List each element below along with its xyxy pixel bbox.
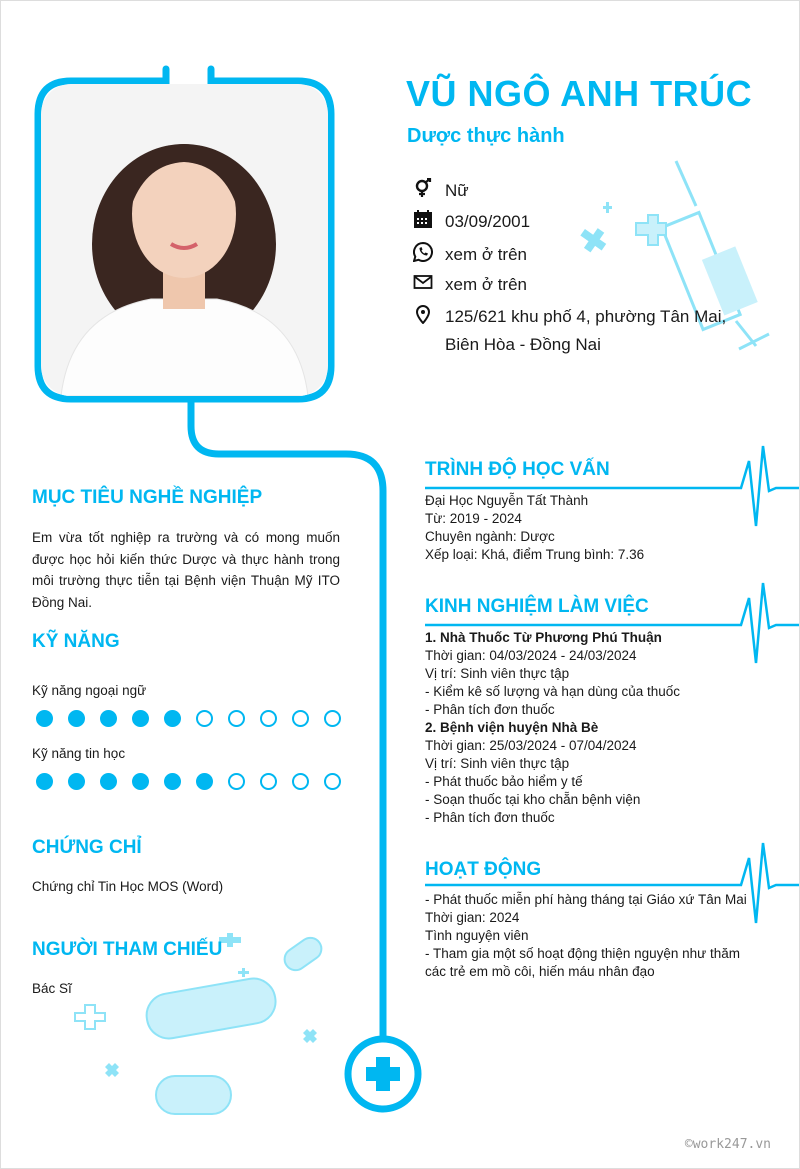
education-details <box>425 492 745 564</box>
rating-dot-filled <box>68 710 85 727</box>
rating-dot-empty <box>260 773 277 790</box>
gender-text: Nữ <box>445 181 469 200</box>
skill-label: Kỹ năng ngoại ngữ <box>32 683 147 698</box>
rating-dot-empty <box>196 710 213 727</box>
job-line: - Phát thuốc bảo hiểm y tế <box>425 774 583 789</box>
contact-birthday <box>413 208 530 236</box>
candidate-name: VŨ NGÔ ANH TRÚC <box>406 73 753 114</box>
birthday-text: 03/09/2001 <box>445 212 531 231</box>
rating-dot-filled <box>100 710 117 727</box>
contact-address <box>413 303 726 359</box>
rating-dot-filled <box>196 773 213 790</box>
person-silhouette <box>41 84 328 396</box>
certificate-item: Chứng chỉ Tin Học MOS (Word) <box>32 879 224 894</box>
skill-label: Kỹ năng tin học <box>32 746 126 761</box>
education-heading: TRÌNH ĐỘ HỌC VẤN <box>425 459 610 480</box>
activity-line: - Tham gia một số hoạt động thiện nguyện như thăm các trẻ em mồ côi, hiến máu nhân đạo <box>425 946 740 979</box>
email-icon <box>413 272 433 292</box>
objective-text: Em vừa tốt nghiệp ra trường và có mong muốn được học hỏi kiến thức Dược và thực hành trong môi trường thực tiễn tại Bệnh viện Thuận Mỹ ITO Đồng Nai. <box>32 530 340 610</box>
certificates-heading: CHỨNG CHỈ <box>32 837 142 858</box>
phone-text: xem ở trên <box>445 245 528 264</box>
address-line-1: 125/621 khu phố 4, phường Tân Mai, <box>445 307 727 326</box>
rating-dot-filled <box>68 773 85 790</box>
activity-line: - Phát thuốc miễn phí hàng tháng tại Giáo xứ Tân Mai <box>425 892 747 907</box>
education-major: Chuyên ngành: Dược <box>425 529 555 544</box>
address-line-2: Biên Hòa - Đồng Nai <box>445 335 601 354</box>
rating-dot-filled <box>132 773 149 790</box>
reference-item: Bác Sĩ <box>32 981 72 996</box>
rating-dot-filled <box>164 710 181 727</box>
rating-dot-filled <box>100 773 117 790</box>
watermark: ©work247.vn <box>684 1137 771 1152</box>
references-heading: NGƯỜI THAM CHIẾU <box>32 939 223 960</box>
email-text: xem ở trên <box>445 275 528 294</box>
rating-dot-filled <box>132 710 149 727</box>
rating-dot-empty <box>292 710 309 727</box>
location-icon <box>413 304 433 324</box>
rating-dot-filled <box>164 773 181 790</box>
experience-details <box>425 629 755 827</box>
job-name: 2. Bệnh viện huyện Nhà Bè <box>425 720 599 735</box>
objective-heading: MỤC TIÊU NGHỀ NGHIỆP <box>32 487 263 508</box>
job-line: Thời gian: 04/03/2024 - 24/03/2024 <box>425 648 637 663</box>
education-period: Từ: 2019 - 2024 <box>425 511 522 526</box>
activities-heading: HOẠT ĐỘNG <box>425 859 542 880</box>
activities-details <box>425 891 760 981</box>
education-school: Đại Học Nguyễn Tất Thành <box>425 493 589 508</box>
experience-heading: KINH NGHIỆM LÀM VIỆC <box>425 596 649 617</box>
job-name: 1. Nhà Thuốc Từ Phương Phú Thuận <box>425 630 662 645</box>
rating-dot-empty <box>260 710 277 727</box>
job-title: Dược thực hành <box>407 125 565 147</box>
job-line: Vị trí: Sinh viên thực tập <box>425 756 570 771</box>
job-line: - Phân tích đơn thuốc <box>425 702 555 717</box>
job-line: - Kiểm kê số lượng và hạn dùng của thuốc <box>425 684 681 699</box>
job-line: - Soạn thuốc tại kho chẵn bệnh viện <box>425 792 641 807</box>
rating-dot-empty <box>324 773 341 790</box>
contact-gender <box>413 177 469 205</box>
contact-email <box>413 271 527 299</box>
rating-dot-filled <box>36 773 53 790</box>
phone-icon <box>413 242 433 262</box>
skill-rating-foreign-language <box>36 710 341 727</box>
activity-line: Tình nguyện viên <box>425 928 529 943</box>
rating-dot-empty <box>228 773 245 790</box>
skill-rating-computing <box>36 773 341 790</box>
gender-icon <box>413 178 433 198</box>
job-line: Thời gian: 25/03/2024 - 07/04/2024 <box>425 738 637 753</box>
rating-dot-filled <box>36 710 53 727</box>
education-grade: Xếp loại: Khá, điểm Trung bình: 7.36 <box>425 547 645 562</box>
rating-dot-empty <box>228 710 245 727</box>
skills-heading: KỸ NĂNG <box>32 631 120 652</box>
activity-line: Thời gian: 2024 <box>425 910 520 925</box>
calendar-icon <box>413 209 433 229</box>
job-line: - Phân tích đơn thuốc <box>425 810 555 825</box>
rating-dot-empty <box>324 710 341 727</box>
profile-photo <box>41 84 328 396</box>
job-line: Vị trí: Sinh viên thực tập <box>425 666 570 681</box>
contact-phone <box>413 241 527 269</box>
rating-dot-empty <box>292 773 309 790</box>
